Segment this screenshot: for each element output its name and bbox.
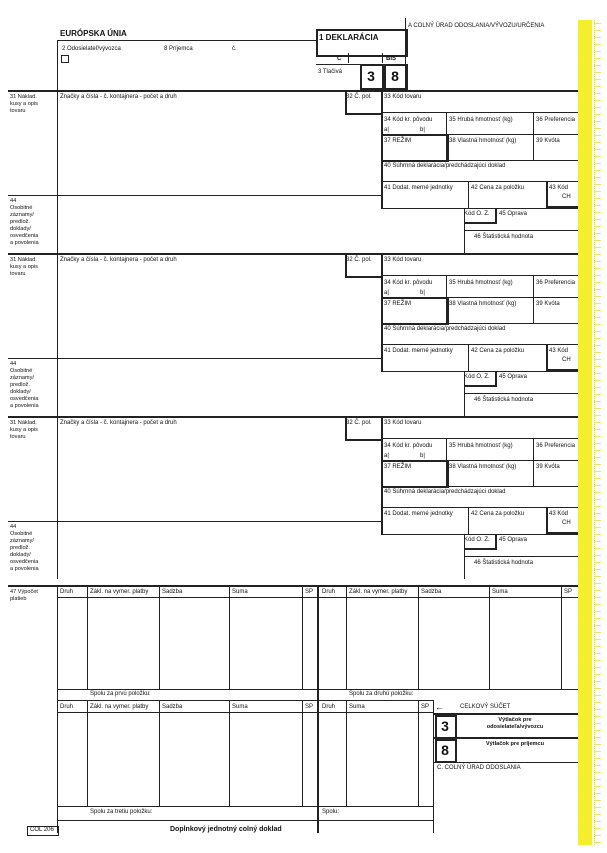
c-col-label: C [337, 56, 342, 62]
summary-label: 40 Súhrnná deklarácia/predchádzajúci doklad [384, 163, 506, 169]
calc-title: 47 Výpočet platieb [10, 589, 38, 602]
col-base: Zákl. na vymer. platby [349, 589, 408, 595]
quota-label: 39 Kvóta [536, 138, 560, 144]
exporter-checkbox[interactable] [61, 55, 69, 63]
regime-label: 37 REŽIM [384, 138, 412, 144]
origin-a: a| [384, 290, 389, 296]
bis-label: BIS [386, 56, 397, 62]
summary-label: 40 Súhrnná deklarácia/predchádzajúci doklad [384, 489, 506, 495]
special-label: 44 Osobitné záznamy/ predlož. doklady/ osvedčenia a povolenia [10, 524, 39, 572]
total-2-label: Spolu za druhú položku: [349, 691, 414, 697]
stat-label: 46 Štatistická hodnota [474, 560, 534, 566]
quota-label: 39 Kvóta [536, 464, 560, 470]
net-label: 38 Vlastná hmotnosť (kg) [449, 301, 517, 307]
col-rate: Sadzba [162, 704, 183, 710]
copy-8-text: Výtlačok pre príjemcu [485, 741, 545, 747]
adjust-label: 45 Oprava [499, 537, 528, 543]
total-1-label: Spolu za prvú položku: [90, 691, 151, 697]
net-label: 38 Vlastná hmotnosť (kg) [449, 138, 517, 144]
office-label: A COLNÝ ÚRAD ODOSLANIA/VÝVOZU/URČENIA [408, 23, 545, 29]
price-label: 42 Cena za položku [471, 511, 525, 517]
code-label: 43 Kód [549, 348, 569, 354]
forms-label: 3 Tlačivá [318, 69, 342, 75]
pref-label: 36 Preferencia [536, 443, 576, 449]
summary-label: 40 Súhrnná deklarácia/predchádzajúci doklad [384, 326, 506, 332]
col-sp: SP [564, 589, 573, 595]
stat-label: 46 Štatistická hodnota [474, 234, 534, 240]
union-title: EURÓPSKA ÚNIA [60, 29, 127, 38]
commodity-label: 33 Kód tovaru [384, 94, 422, 100]
price-label: 42 Cena za položku [471, 348, 525, 354]
col-sp: SP [305, 704, 314, 710]
item-no-label: 32 Č. pol. [346, 94, 372, 100]
item-no-label: 32 Č. pol. [346, 420, 372, 426]
origin-a: a| [384, 127, 389, 133]
units-label: 41 Dodat. merné jednotky [384, 185, 453, 191]
col-suma: Suma [232, 704, 248, 710]
ch-label: CH [562, 520, 571, 526]
total-3-label: Spolu za tretiu položku: [90, 809, 153, 815]
price-label: 42 Cena za položku [471, 185, 525, 191]
item-no-box [345, 253, 381, 278]
units-label: 41 Dodat. merné jednotky [384, 511, 453, 517]
declaration-label: 1 DEKLARÁCIA [319, 33, 379, 42]
origin-a: a| [384, 453, 389, 459]
col-druh: Druh [60, 704, 74, 710]
col-druh: Druh [322, 704, 336, 710]
copy-3-number: 3 [441, 718, 449, 734]
quota-label: 39 Kvóta [536, 301, 560, 307]
ch-label: CH [562, 194, 571, 200]
regime-label: 37 REŽIM [384, 464, 412, 470]
adjust-label: 45 Oprava [499, 374, 528, 380]
code-label: 43 Kód [549, 511, 569, 517]
special-label: 44 Osobitné záznamy/ predlož. doklady/ osvedčenia a povolenia [10, 198, 39, 246]
form-3-value: 3 [367, 68, 375, 84]
origin-b: b| [420, 453, 425, 459]
consignee-no-label: č. [232, 46, 237, 52]
oz-label: Kód O. Z. [464, 211, 490, 217]
col-suma: Suma [492, 589, 508, 595]
col-sp: SP [421, 704, 430, 710]
item-no-box [345, 416, 381, 441]
col-suma: Suma [232, 589, 248, 595]
gross-label: 35 Hrubá hmotnosť (kg) [449, 443, 513, 449]
item-block-3 [0, 326, 607, 572]
origin-label: 34 Kód kr. pôvodu [384, 443, 433, 449]
marks-label: Značky a čísla - č. kontajnera - počet a druh [60, 94, 177, 100]
commodity-label: 33 Kód tovaru [384, 420, 422, 426]
form-8-value: 8 [391, 68, 399, 84]
col-base: Zákl. na vymer. platby [90, 589, 149, 595]
packages-label: 31 Náklad. kusy a opis tovaru [10, 257, 38, 277]
col-druh: Druh [322, 589, 336, 595]
col-druh: Druh [60, 589, 74, 595]
oz-box [464, 534, 497, 550]
marks-label: Značky a čísla - č. kontajnera - počet a druh [60, 257, 177, 263]
code-label: 43 Kód [549, 185, 569, 191]
adjust-label: 45 Oprava [499, 211, 528, 217]
origin-label: 34 Kód kr. pôvodu [384, 280, 433, 286]
net-label: 38 Vlastná hmotnosť (kg) [449, 464, 517, 470]
units-label: 41 Dodat. merné jednotky [384, 348, 453, 354]
item-no-label: 32 Č. pol. [346, 257, 372, 263]
gross-label: 35 Hrubá hmotnosť (kg) [449, 280, 513, 286]
ch-label: CH [562, 357, 571, 363]
special-label: 44 Osobitné záznamy/ predlož. doklady/ osvedčenia a povolenia [10, 361, 39, 409]
pref-label: 36 Preferencia [536, 280, 576, 286]
oz-label: Kód O. Z. [464, 537, 490, 543]
copy-8-number: 8 [441, 742, 449, 758]
col-rate: Sadzba [162, 589, 183, 595]
stat-label: 46 Štatistická hodnota [474, 397, 534, 403]
oz-label: Kód O. Z. [464, 374, 490, 380]
consignee-label: 8 Príjemca [164, 46, 193, 52]
copy-3-text: Výtlačok pre odosielateľa/vývozcu [486, 717, 544, 730]
form-code: COL 206 [30, 827, 54, 833]
commodity-label: 33 Kód tovaru [384, 257, 422, 263]
pref-label: 36 Preferencia [536, 117, 576, 123]
arrow-left-icon: ← [435, 702, 444, 712]
gross-label: 35 Hrubá hmotnosť (kg) [449, 117, 513, 123]
col-base: Zákl. na vymer. platby [90, 704, 149, 710]
item-no-box [345, 90, 381, 115]
origin-b: b| [420, 127, 425, 133]
form-title: Doplnkový jednotný colný doklad [170, 826, 282, 833]
col-rate: Sadzba [421, 589, 442, 595]
office-c-label: C. COLNÝ ÚRAD ODOSLANIA [437, 765, 521, 771]
spolu-label: Spolu: [322, 809, 340, 815]
item-block-2 [0, 163, 607, 409]
col-sp: SP [305, 589, 314, 595]
packages-label: 31 Náklad. kusy a opis tovaru [10, 94, 38, 114]
origin-b: b| [420, 290, 425, 296]
grand-total-label: CELKOVÝ SÚČET [460, 704, 511, 710]
exporter-label: 2 Odosielateľ/vývozca [62, 46, 121, 52]
origin-label: 34 Kód kr. pôvodu [384, 117, 433, 123]
packages-label: 31 Náklad. kusy a opis tovaru [10, 420, 38, 440]
col-suma: Suma [349, 704, 365, 710]
marks-label: Značky a čísla - č. kontajnera - počet a druh [60, 420, 177, 426]
regime-label: 37 REŽIM [384, 301, 412, 307]
